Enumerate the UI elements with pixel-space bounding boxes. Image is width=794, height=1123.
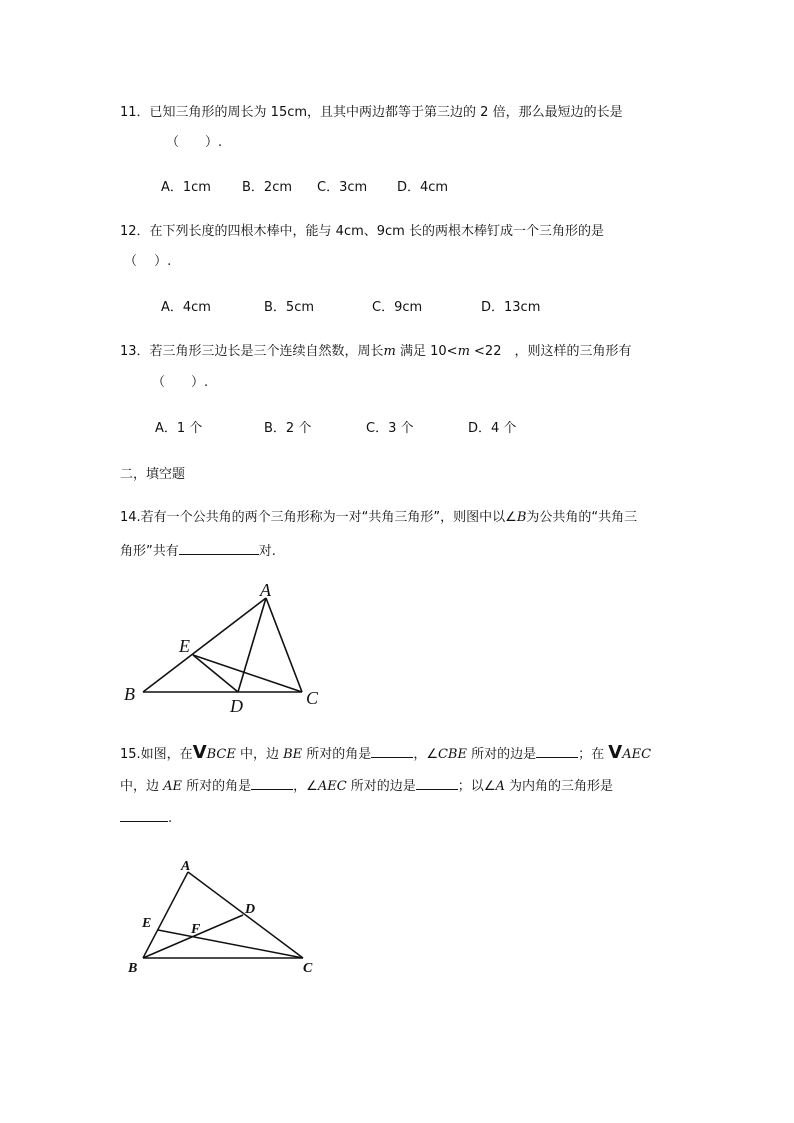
q15-edge-be: BE: [283, 747, 303, 762]
q11-option-d: D．4cm: [397, 180, 449, 195]
q14-segment-ac: [266, 598, 302, 692]
q14-segment-ed: [193, 655, 238, 692]
q15-label-c: C: [303, 961, 313, 976]
q12-stem-line1: 12．在下列长度的四根木棒中，能与 4cm、9cm 长的两根木棒钉成一个三角形的是: [120, 224, 604, 239]
q11-option-c: C．3cm: [317, 180, 368, 195]
q15-angle-cbe: CBE: [437, 747, 467, 762]
q15-l3-end: .: [168, 811, 173, 826]
q15-edge-ae: AE: [163, 779, 183, 794]
q15-triangle-figure: [125, 855, 335, 990]
q13-option-d: D．4 个: [468, 421, 517, 436]
q14-triangle-figure: [118, 580, 328, 720]
q14-label-e: E: [179, 636, 190, 656]
q15-l2-text2: 所对的角是: [182, 779, 252, 794]
q13-option-b: B．2 个: [264, 421, 312, 436]
q11-stem-line1: 11．已知三角形的周长为 15cm，且其中两边都等于第三边的 2 倍，那么最短边的长是: [120, 105, 623, 120]
q14-segment-ba: [143, 598, 266, 692]
q14-var-b: B: [516, 510, 527, 525]
q14-line2-post: 对.: [258, 544, 276, 559]
q15-l1-text1: 15.如图，在: [120, 747, 193, 762]
q12-answer-brackets: （ ）.: [124, 254, 172, 269]
q14-label-c: C: [306, 688, 319, 708]
q15-blank-4[interactable]: [416, 775, 458, 790]
q15-angle-a: A: [495, 779, 505, 794]
q15-blank-3[interactable]: [251, 775, 293, 790]
q11-option-b: B．2cm: [242, 180, 293, 195]
q15-l2-text3: ，∠: [293, 779, 318, 794]
q15-stem-line2: [120, 775, 613, 796]
q14-label-a: A: [260, 580, 271, 600]
q15-stem-line3: [120, 807, 172, 828]
q15-segment-ec: [158, 930, 303, 958]
q15-label-a: A: [181, 859, 191, 874]
q12-option-d: D．13cm: [481, 300, 541, 315]
q15-blank-5[interactable]: [120, 807, 168, 822]
q14-label-b: B: [124, 684, 135, 704]
q15-label-b: B: [128, 961, 138, 976]
q15-l1-text4: ，∠: [413, 747, 438, 762]
q15-l1-text3: 所对的角是: [302, 747, 372, 762]
q14-stem-post: 为公共角的“共角三: [526, 510, 638, 525]
q15-blank-1[interactable]: [371, 743, 413, 758]
q13-stem-mid: 满足 10<: [395, 344, 458, 359]
q15-l1-text5: 所对的边是: [466, 747, 537, 762]
triangle-symbol: V: [192, 742, 207, 763]
q15-l2-text5: ；以∠: [457, 779, 496, 794]
q15-segment-ba: [143, 872, 188, 958]
q14-label-d: D: [230, 696, 243, 716]
triangle-symbol: V: [608, 742, 623, 763]
q14-stem-line2: [120, 540, 276, 561]
q13-answer-brackets: （ ）.: [152, 375, 209, 390]
section-fill-in-title: 二，填空题: [120, 467, 186, 482]
q13-var-m2: m: [457, 344, 470, 359]
q15-label-f: F: [191, 922, 201, 937]
q15-l2-text4: 所对的边是: [346, 779, 416, 794]
q15-tri-bce: BCE: [206, 747, 236, 762]
q12-option-c: C．9cm: [372, 300, 423, 315]
q13-option-a: A．1 个: [155, 421, 203, 436]
q14-stem-pre: 14.若有一个公共角的两个三角形称为一对“共角三角形”，则图中以∠: [120, 510, 517, 525]
q15-l2-text1: 中，边: [120, 779, 164, 794]
q13-var-m: m: [383, 344, 396, 359]
q15-tri-aec: AEC: [622, 747, 652, 762]
q11-answer-brackets: （ ）.: [166, 135, 223, 150]
q15-label-d: D: [245, 902, 256, 917]
q14-line2-pre: 角形”共有: [120, 544, 179, 559]
q11-option-a: A．1cm: [161, 180, 211, 195]
q14-answer-blank[interactable]: [179, 540, 259, 555]
q15-l1-text6: ；在: [578, 747, 609, 762]
q12-option-b: B．5cm: [264, 300, 315, 315]
q15-angle-aec: AEC: [317, 779, 347, 794]
q13-stem-post: <22 ，则这样的三角形有: [469, 344, 632, 359]
q13-stem-line1: [120, 343, 631, 361]
q15-l2-text6: 为内角的三角形是: [504, 779, 613, 794]
q15-label-e: E: [142, 916, 152, 931]
q12-option-a: A．4cm: [161, 300, 211, 315]
q15-stem-line1: [120, 743, 651, 764]
q15-l1-text2: 中，边: [235, 747, 284, 762]
q14-stem-line1: [120, 509, 637, 527]
q15-blank-2[interactable]: [536, 743, 578, 758]
q13-stem-pre: 13．若三角形三边长是三个连续自然数，周长: [120, 344, 384, 359]
q13-option-c: C．3 个: [366, 421, 414, 436]
